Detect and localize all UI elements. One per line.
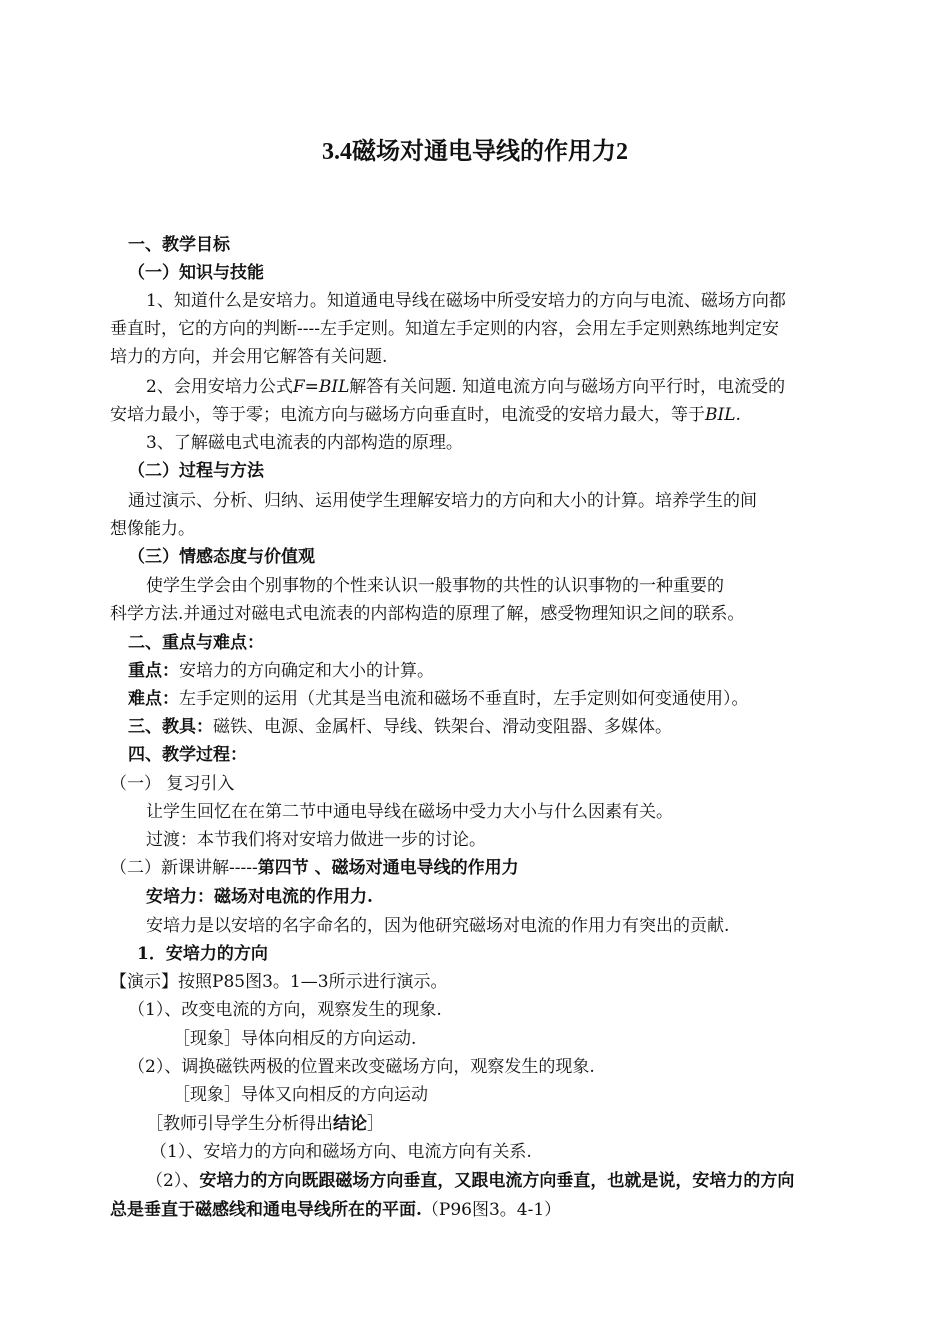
paragraph-line: 通过演示、分析、归纳、运用使学生理解安培力的方向和大小的计算。培养学生的间 [128,491,757,511]
paragraph-line: 科学方法.并通过对磁电式电流表的内部构造的原理了解，感受物理知识之间的联系。 [110,604,745,624]
paragraph-line: （1）、改变电流的方向，观察发生的现象. [128,1000,442,1020]
heading-teaching-process: 四、教学过程： [128,745,247,765]
paragraph-line: 过渡：本节我们将对安培力做进一步的讨论。 [146,830,486,850]
paragraph-line [110,401,741,429]
paragraph-line [146,373,785,401]
label-difficulty: 难点： [128,689,179,709]
text-run: 安培力最小，等于零；电流方向与磁场方向垂直时，电流受的安培力最大，等于 [110,405,705,425]
text-run: 左手定则的运用（尤其是当电流和磁场不垂直时，左手定则如何变通使用）。 [179,689,749,709]
paragraph-line [128,685,749,713]
text-run: （P96图3。4-1） [421,1200,562,1220]
text-run: ［教师引导学生分析得出 [146,1114,333,1134]
text-run: 磁铁、电源、金属杆、导线、铁架台、滑动变阻器、多媒体。 [213,717,672,737]
paragraph-line: 安培力：磁场对电流的作用力. [146,887,373,907]
paragraph-line: 1、知道什么是安培力。知道通电导线在磁场中所受安培力的方向与电流、磁场方向都 [146,291,786,311]
paragraph-line: 使学生学会由个别事物的个性来认识一般事物的共性的认识事物的一种重要的 [146,576,724,596]
conclusion-label: 结论 [333,1114,367,1134]
text-run: 解答有关问题. 知道电流方向与磁场方向平行时，电流受的 [349,377,786,397]
heading-key-points: 二、重点与难点： [128,633,264,653]
text-run: ］ [367,1114,384,1134]
label-teaching-aids: 三、教具： [128,717,213,737]
paragraph-line: 【演示】按照P85图3。1—3所示进行演示。 [110,972,448,992]
paragraph-line: 让学生回忆在在第二节中通电导线在磁场中受力大小与什么因素有关。 [146,802,673,822]
subheading-attitude: （三）情感态度与价值观 [128,547,315,567]
paragraph-line: （一） 复习引入 [110,774,235,794]
subheading-process: （二）过程与方法 [128,461,264,481]
paragraph-line [110,854,519,882]
subheading-ampere-direction: 1．安培力的方向 [137,944,268,964]
paragraph-line [110,1196,561,1224]
paragraph-line: 想像能力。 [110,519,195,539]
formula: F=BIL [292,377,350,397]
emphasis-text: 总是垂直于磁感线和通电导线所在的平面. [110,1200,422,1220]
paragraph-line: 3、了解磁电式电流表的内部构造的原理。 [146,433,463,453]
paragraph-line: 培力的方向，并会用它解答有关问题. [110,347,388,367]
heading-teaching-goals: 一、教学目标 [128,235,230,255]
text-run: （2）、 [146,1171,200,1191]
document-title: 3.4磁场对通电导线的作用力2 [322,139,628,165]
text-run: （二）新课讲解----- [110,858,258,878]
text-run: 安培力的方向确定和大小的计算。 [179,661,434,681]
formula: BIL. [705,405,741,425]
section-title: 第四节 、磁场对通电导线的作用力 [257,858,519,878]
label-key: 重点： [128,661,179,681]
paragraph-line: （1）、安培力的方向和磁场方向、电流方向有关系. [150,1142,532,1162]
paragraph-line [128,713,672,741]
paragraph-line [128,657,434,685]
paragraph-line: （2）、调换磁铁两极的位置来改变磁场方向，观察发生的现象. [128,1057,595,1077]
text-run: 2、会用安培力公式 [146,377,293,397]
subheading-knowledge: （一）知识与技能 [128,263,264,283]
emphasis-text: 安培力的方向既跟磁场方向垂直，又跟电流方向垂直，也就是说，安培力的方向 [199,1171,795,1191]
paragraph-line [146,1167,794,1195]
paragraph-line: ［现象］导体又向相反的方向运动 [173,1085,428,1105]
paragraph-line: 安培力是以安培的名字命名的，因为他研究磁场对电流的作用力有突出的贡献. [146,916,730,936]
paragraph-line: 垂直时，它的方向的判断----左手定则。知道左手定则的内容，会用左手定则熟练地判定安 [110,319,779,339]
paragraph-line: ［现象］导体向相反的方向运动. [173,1029,417,1049]
paragraph-line [146,1110,384,1138]
